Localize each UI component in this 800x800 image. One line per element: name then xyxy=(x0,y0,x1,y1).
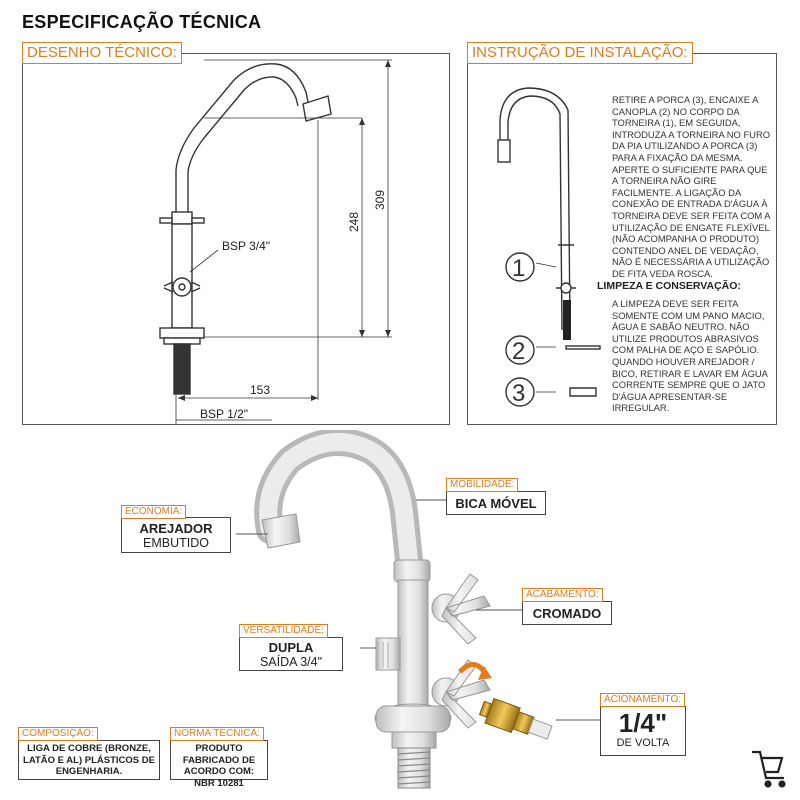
acabamento-label: ACABAMENTO: xyxy=(522,588,603,602)
economia-value: AREJADOR xyxy=(139,521,213,536)
installation-drawing xyxy=(468,60,608,420)
mobilidade-box xyxy=(446,491,546,515)
acionamento-value: 1/4" xyxy=(618,708,668,738)
thread xyxy=(174,344,190,394)
technical-drawing xyxy=(0,0,460,430)
composicao-value: LIGA DE COBRE (BRONZE, LATÃO E AL) PLÁSTICOS DE ENGENHARIA. xyxy=(23,743,155,777)
cleaning-title: LIMPEZA E CONSERVAÇÃO: xyxy=(597,280,741,292)
mobilidade-value: BICA MÓVEL xyxy=(455,496,537,511)
norma-box xyxy=(170,740,268,789)
norma-label: NORMA TÉCNICA: xyxy=(170,727,264,741)
section-tag-instrucao: INSTRUÇÃO DE INSTALAÇÃO: xyxy=(467,42,693,64)
handle-knob xyxy=(173,278,191,296)
versatilidade-box xyxy=(239,637,343,671)
acionamento-box xyxy=(600,706,686,756)
part-number-3: 3 xyxy=(512,380,526,407)
composicao-box xyxy=(18,740,160,780)
acionamento-sub: DE VOLTA xyxy=(616,737,670,749)
composicao-label: COMPOSIÇÃO: xyxy=(18,727,98,741)
dim-height-248: 248 xyxy=(347,211,361,232)
part-number-2: 2 xyxy=(512,338,526,365)
versatilidade-sub: SAÍDA 3/4" xyxy=(259,655,323,669)
acionamento-label: ACIONAMENTO: xyxy=(600,693,685,707)
dim-bsp-bottom: BSP 1/2" xyxy=(200,407,249,421)
economia-box xyxy=(121,517,231,553)
dim-width: 153 xyxy=(250,383,271,397)
part-number-1: 1 xyxy=(512,255,526,282)
versatilidade-label: VERSATILIDADE: xyxy=(239,624,328,638)
economia-label: ECONOMIA: xyxy=(121,505,186,519)
installation-instructions: RETIRE A PORCA (3), ENCAIXE A CANOPLA (2) NO CORPO DA TORNEIRA (1), EM SEGUIDA, INTRODUZA A TORNEIRA NO FURO DA PIA UTILIZANDO A PORCA (3) PARA A FIXAÇÃO DA MESMA. APERTE O SUFICIENTE PARA QUE A TORNEIRA NÃO GIRE FACILMENTE. A LIGAÇÃO DA CONEXÃO DE ENTRADA D'ÁGUA À TORNEIRA DEVE SER FEITA COM A UTILIZAÇÃO DE ENGATE FLEXÍVEL (NÃO ACOMPANHA O PRODUTO) CONTENDO ANEL DE VEDAÇÃO, NÃO É NECESSÁRIA A UTILIZAÇÃO DE FITA VEDA ROSCA. xyxy=(612,94,771,279)
cartridge xyxy=(478,696,555,745)
acabamento-value: CROMADO xyxy=(532,606,602,621)
dim-height-309: 309 xyxy=(373,189,387,210)
versatilidade-value: DUPLA xyxy=(268,640,314,655)
norma-value: PRODUTO FABRICADO DE ACORDO COM: NBR 10281 xyxy=(182,743,256,789)
cleaning-instructions: A LIMPEZA DEVE SER FEITA SOMENTE COM UM PANO MACIO, ÁGUA E SABÃO NEUTRO. NÃO UTILIZE PRODUTOS ABRASIVOS COM PALHA DE AÇO E SAPÓLIO. QUANDO HOUVER AREJADOR / BICO, RETIRAR E LAVAR EM ÁGUA CORRENTE SEMPRE QUE O JATO D'ÁGUA APRESENTAR-SE IRREGULAR. xyxy=(612,298,768,414)
page-title: ESPECIFICAÇÃO TÉCNICA xyxy=(22,12,262,32)
base-flange xyxy=(160,328,204,338)
economia-sub: EMBUTIDO xyxy=(143,536,209,550)
shopping-cart-icon xyxy=(752,752,785,787)
dim-bsp-top: BSP 3/4" xyxy=(222,239,271,253)
section-tag-desenho: DESENHO TÉCNICO: xyxy=(22,42,182,64)
mobilidade-label: MOBILIDADE: xyxy=(446,478,518,492)
acabamento-box xyxy=(522,601,612,625)
